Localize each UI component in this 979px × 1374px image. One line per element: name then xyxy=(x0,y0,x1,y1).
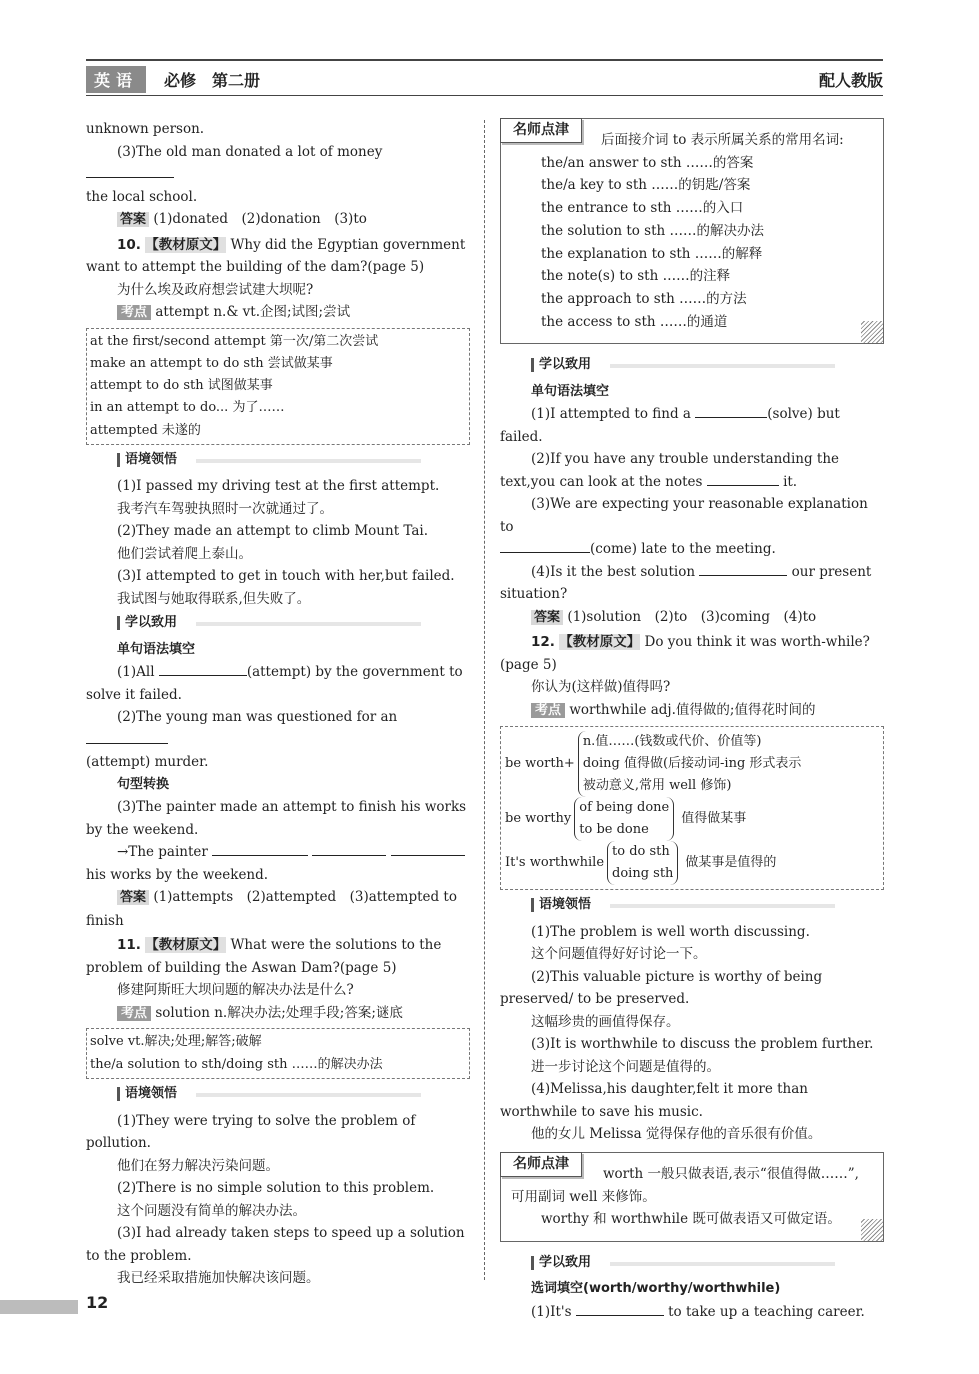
book-title: 必修 第二册 xyxy=(164,71,261,90)
question-11: 11. 【教材原文】 What were the solutions to the problem of building the Aswan Dam?(page 5) xyxy=(86,937,442,976)
usage-option: doing 值得做(后接动词-ing 形式表示 xyxy=(582,756,802,772)
answer-blank[interactable] xyxy=(699,561,787,576)
page-number: 12 xyxy=(86,1293,109,1312)
answer-blank[interactable] xyxy=(391,841,465,856)
usage-option: n.值……(钱数或代价、价值等) xyxy=(582,734,762,750)
usage-row-its-worthwhile xyxy=(505,841,879,885)
usage-option: doing sth xyxy=(612,866,674,882)
question-10: 10. 【教材原文】 Why did the Egyptian government want to attempt the building of the dam?(page 5) xyxy=(86,236,466,275)
example-line: 他的女儿 Melissa 觉得保存他的音乐很有价值。 xyxy=(531,1126,822,1143)
exercise-line: (3)The painter made an attempt to finish his works by the weekend. xyxy=(86,799,467,838)
answer-tag: 答案 xyxy=(531,610,563,625)
answer-tag: 答案 xyxy=(117,212,149,227)
tip-item: the explanation to sth ……的解释 xyxy=(541,245,763,262)
exercise-line: (2)If you have any trouble understanding the text,you can look at the notes it. xyxy=(500,451,840,490)
example-line: 我试图与她取得联系,但失败了。 xyxy=(117,590,311,607)
answer-blank[interactable] xyxy=(86,163,174,178)
tip-item: the note(s) to sth ……的注释 xyxy=(541,268,731,285)
answer-tag: 答案 xyxy=(117,890,149,905)
usage-row-be-worthy xyxy=(505,797,879,841)
column-divider xyxy=(484,120,485,1280)
usage-left: be worth+ xyxy=(505,756,575,772)
exercise-line: →The painter xyxy=(86,841,470,864)
tip-heading: 后面接介词 to 表示所属关系的常用名词: xyxy=(601,132,844,148)
tip-item: the approach to sth ……的方法 xyxy=(541,290,747,307)
brace-right xyxy=(579,797,674,841)
example-line: 这个问题没有简单的解决办法。 xyxy=(117,1202,306,1219)
example-line: (1)They were trying to solve the problem of pollution. xyxy=(86,1112,416,1152)
phrase-item: attempt to do sth 试图做某事 xyxy=(90,378,273,394)
examples-11 xyxy=(86,1110,470,1290)
phrase-item: in an attempt to do... 为了…… xyxy=(90,400,285,416)
subheading: 选词填空(worth/worthy/worthwhile) xyxy=(531,1281,781,1297)
usage-left: be worthy xyxy=(505,811,572,827)
example-line: 他们在努力解决污染问题。 xyxy=(117,1157,279,1174)
corner-decoration xyxy=(861,1219,883,1241)
subheading: 单句语法填空 xyxy=(117,641,196,657)
text-line: (3)The old man donated a lot of money xyxy=(86,141,470,186)
exercise-line: (attempt) murder. xyxy=(86,754,209,771)
usage-meaning: 值得做某事 xyxy=(681,811,747,827)
tip-line: worth 一般只做表语,表示“很值得做……”, xyxy=(603,1165,859,1182)
example-line: (3)I attempted to get in touch with her,but failed. xyxy=(117,568,455,585)
example-line: 他们尝试着爬上泰山。 xyxy=(117,545,252,562)
usage-option: to do sth xyxy=(612,844,670,860)
left-column xyxy=(86,118,470,1290)
answer-line: 答案 (1)attempts (2)attempted (3)attempted to finish xyxy=(86,889,457,929)
usage-meaning: 做某事是值得的 xyxy=(685,855,777,871)
exercise-line: (3)We are expecting your reasonable explanation to xyxy=(500,496,868,535)
subject-badge: 英语 xyxy=(86,66,146,93)
phrase-item: attempted 未遂的 xyxy=(90,422,201,438)
tip-label: 名师点津 xyxy=(500,118,582,143)
phrase-item: solve vt.解决;处理;解答;破解 xyxy=(90,1034,262,1050)
phrase-item: at the first/second attempt 第一次/第二次尝试 xyxy=(90,333,379,349)
phrase-item: the/a solution to sth/doing sth ……的解决办法 xyxy=(90,1056,383,1072)
answer-blank[interactable] xyxy=(159,661,247,676)
usage-left: It's worthwhile xyxy=(505,855,605,871)
brace xyxy=(578,731,802,797)
brace xyxy=(574,797,678,841)
answer-blank[interactable] xyxy=(312,841,386,856)
text-line: the local school. xyxy=(86,188,198,205)
example-line: 我考汽车驾驶执照时一次就通过了。 xyxy=(117,500,333,517)
tip-item: the entrance to sth ……的入口 xyxy=(541,200,744,217)
example-line: (2)This valuable picture is worthy of being preserved/ to be preserved. xyxy=(500,968,823,1008)
example-line: (2)They made an attempt to climb Mount Tai. xyxy=(117,523,429,540)
phrase-box-solution xyxy=(86,1028,470,1079)
answer-blank[interactable] xyxy=(212,841,308,856)
keypoint-tag: 考点 xyxy=(531,703,565,718)
example-line: (1)The problem is well worth discussing. xyxy=(531,923,810,940)
edition-label: 配人教版 xyxy=(818,71,883,90)
examples-10 xyxy=(86,475,470,610)
question-10-translation: 为什么埃及政府想尝试建大坝呢? xyxy=(117,281,314,298)
example-line: (2)There is no simple solution to this problem. xyxy=(117,1180,435,1197)
answer-blank[interactable] xyxy=(500,538,590,553)
section-heading: 语境领悟 xyxy=(86,1083,470,1106)
example-line: (1)I passed my driving test at the first attempt. xyxy=(117,478,440,495)
phrase-item: make an attempt to do sth 尝试做某事 xyxy=(90,355,333,371)
answer-line: 答案 (1)solution (2)to (3)coming (4)to xyxy=(500,606,884,630)
tip-line: 可用副词 well 来修饰。 xyxy=(511,1188,656,1205)
answer-blank[interactable] xyxy=(86,729,168,744)
question-11-translation: 修建阿斯旺大坝问题的解决办法是什么? xyxy=(117,982,354,999)
tip-item: the solution to sth ……的解决办法 xyxy=(541,222,765,239)
subheading: 句型转换 xyxy=(117,776,170,792)
corner-decoration xyxy=(861,321,883,343)
usage-row-be-worth xyxy=(505,731,879,797)
answer-blank[interactable] xyxy=(576,1301,664,1316)
section-heading: 语境领悟 xyxy=(500,894,884,917)
keypoint-tag: 考点 xyxy=(117,1006,151,1021)
keypoint-tag: 考点 xyxy=(117,305,151,320)
teacher-tip-box-1 xyxy=(500,118,884,344)
usage-option: 被动意义,常用 well 修饰) xyxy=(582,778,732,794)
section-heading: 学以致用 xyxy=(500,354,884,377)
exercise-line: (2)The young man was questioned for an xyxy=(86,706,470,751)
tip-item: the/a key to sth ……的钥匙/答案 xyxy=(541,177,751,194)
exercise-line: (1)It's to take up a teaching career. xyxy=(500,1301,884,1324)
answer-line: 答案 (1)donated (2)donation (3)to xyxy=(86,208,470,232)
example-line: (3)I had already taken steps to speed up a solution to the problem. xyxy=(86,1225,465,1264)
question-12-translation: 你认为(这样做)值得吗? xyxy=(531,679,671,696)
tip-label: 名师点津 xyxy=(500,1152,582,1177)
exercise-line: (4)Is it the best solution our present situation? xyxy=(500,561,884,606)
exercise-line: his works by the weekend. xyxy=(86,866,269,883)
tip-item: the access to sth ……的通道 xyxy=(541,313,728,330)
brace xyxy=(607,841,682,885)
example-line: (4)Melissa,his daughter,felt it more than worthwhile to save his music. xyxy=(500,1081,808,1120)
keypoint-11: 考点 solution n.解决办法;处理手段;答案;谜底 xyxy=(86,1002,470,1026)
example-line: 我已经采取措施加快解决该问题。 xyxy=(117,1270,320,1287)
subheading: 单句语法填空 xyxy=(531,383,610,399)
example-line: 这幅珍贵的画值得保存。 xyxy=(531,1013,680,1030)
phrase-box-attempt xyxy=(86,328,470,445)
text-line: unknown person. xyxy=(86,121,205,137)
right-column xyxy=(500,118,884,1323)
tip-item: the/an answer to sth ……的答案 xyxy=(541,154,754,171)
usage-option: to be done xyxy=(579,822,649,838)
section-heading: 学以致用 xyxy=(86,612,470,635)
tip-line: worthy 和 worthwhile 既可做表语又可做定语。 xyxy=(541,1211,841,1228)
section-heading: 学以致用 xyxy=(500,1252,884,1275)
examples-12 xyxy=(500,921,884,1146)
exercise-line: (1)I attempted to find a (solve) but failed. xyxy=(500,403,884,448)
keypoint-12: 考点 worthwhile adj.值得做的;值得花时间的 xyxy=(500,699,884,723)
question-12: 12. 【教材原文】 Do you think it was worth-while?(page 5) xyxy=(500,634,870,673)
page-number-bar xyxy=(0,1300,78,1314)
answer-blank[interactable] xyxy=(695,403,767,418)
example-line: 这个问题值得好好讨论一下。 xyxy=(531,946,707,963)
usage-box-worth xyxy=(500,726,884,890)
exercise-line: (come) late to the meeting. xyxy=(500,538,884,561)
answer-blank[interactable] xyxy=(707,471,779,486)
exercise-line: (1)All (attempt) by the government to solve it failed. xyxy=(86,661,470,706)
brace-right xyxy=(612,841,678,885)
example-line: (3)It is worthwhile to discuss the problem further. xyxy=(531,1036,874,1053)
page-header xyxy=(86,59,883,96)
teacher-tip-box-2 xyxy=(500,1152,884,1242)
keypoint-10: 考点 attempt n.& vt.企图;试图;尝试 xyxy=(86,301,470,325)
example-line: 进一步讨论这个问题是值得的。 xyxy=(531,1058,720,1075)
section-heading: 语境领悟 xyxy=(86,449,470,472)
usage-option: of being done xyxy=(579,800,670,816)
